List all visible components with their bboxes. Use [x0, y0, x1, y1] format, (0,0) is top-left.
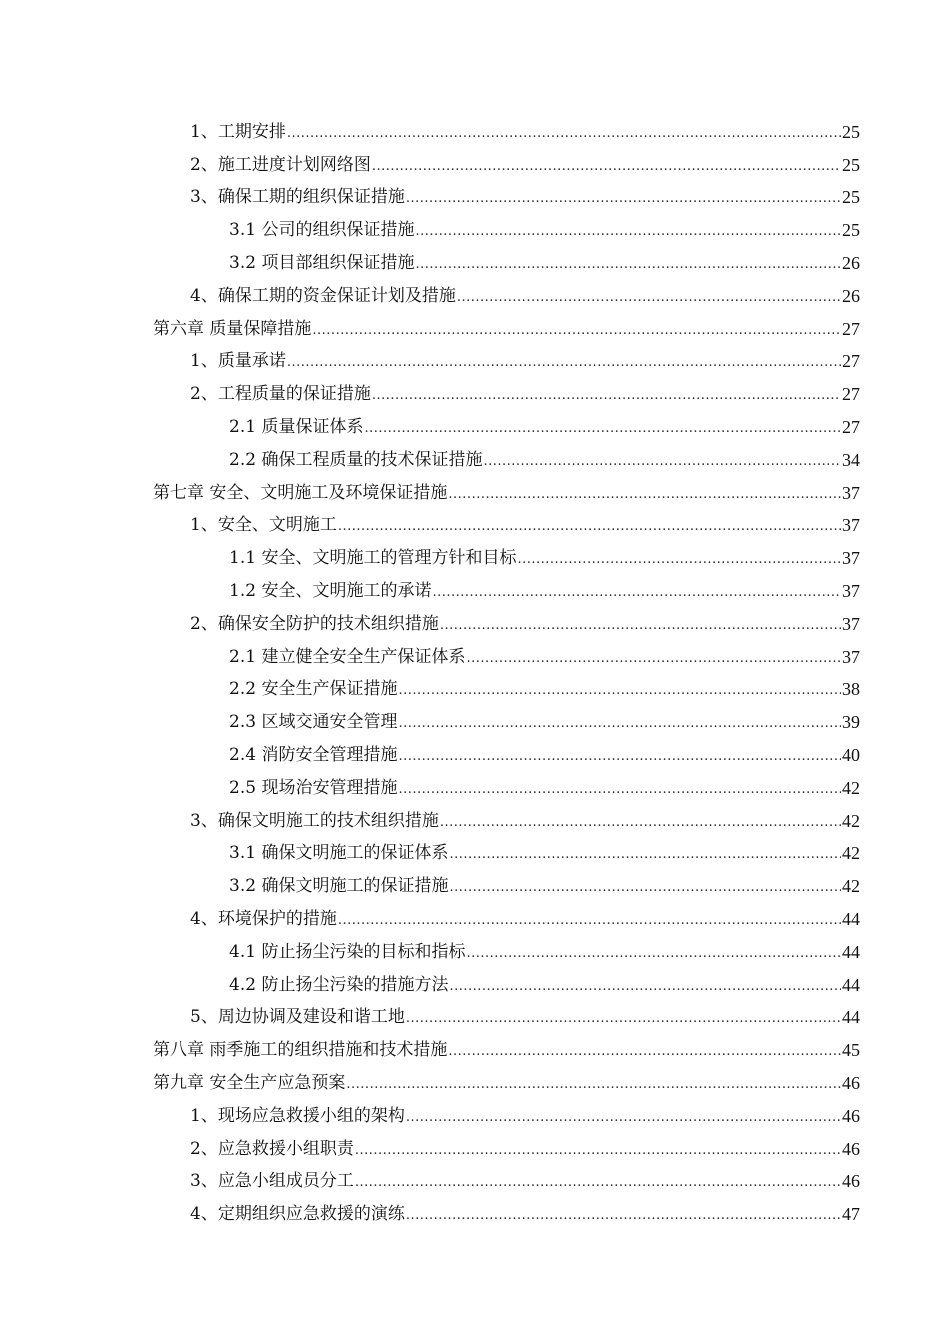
toc-entry[interactable]	[190, 602, 860, 635]
dot-leader	[398, 685, 841, 697]
toc-entry[interactable]	[190, 340, 860, 373]
toc-page-number: 27	[842, 351, 860, 372]
dot-leader	[466, 948, 841, 960]
toc-page-number: 38	[842, 679, 860, 700]
toc-entry-title: 1、现场应急救援小组的架构	[190, 1105, 405, 1126]
toc-page-number: 42	[842, 843, 860, 864]
toc-entry-title: 1、质量承诺	[190, 351, 286, 372]
toc-entry-title: 第七章 安全、文明施工及环境保证措施	[153, 482, 448, 503]
toc-entry-title: 3.1 确保文明施工的保证体系	[229, 843, 449, 864]
toc-entry[interactable]	[190, 504, 860, 537]
toc-entry[interactable]	[153, 471, 860, 504]
toc-page-number: 44	[842, 974, 860, 995]
toc-entry[interactable]	[229, 963, 860, 996]
toc-entry-title: 4、定期组织应急救援的演练	[190, 1204, 405, 1225]
dot-leader	[346, 1079, 841, 1091]
toc-page-number: 25	[842, 220, 860, 241]
toc-entry[interactable]	[229, 733, 860, 766]
toc-entry-title: 2、确保安全防护的技术组织措施	[190, 613, 439, 634]
toc-entry-title: 2.2 确保工程质量的技术保证措施	[229, 449, 483, 470]
dot-leader	[415, 259, 841, 271]
dot-leader	[398, 718, 841, 730]
dot-leader	[449, 882, 841, 894]
toc-page-number: 47	[842, 1204, 860, 1225]
toc-entry[interactable]	[190, 1192, 860, 1225]
toc-entry[interactable]	[229, 438, 860, 471]
toc-page-number: 44	[842, 941, 860, 962]
toc-entry[interactable]	[229, 241, 860, 274]
toc-entry-title: 3、确保工期的组织保证措施	[190, 187, 405, 208]
toc-entry[interactable]	[190, 143, 860, 176]
dot-leader	[338, 521, 841, 533]
toc-entry[interactable]	[229, 766, 860, 799]
dot-leader	[355, 1177, 841, 1189]
toc-entry-title: 第八章 雨季施工的组织措施和技术措施	[153, 1040, 448, 1061]
toc-page-number: 37	[842, 580, 860, 601]
dot-leader	[338, 915, 841, 927]
dot-leader	[448, 1046, 841, 1058]
toc-entry-title: 5、周边协调及建设和谐工地	[190, 1007, 405, 1028]
toc-page-number: 44	[842, 908, 860, 929]
toc-page-number: 26	[842, 252, 860, 273]
toc-page-number: 45	[842, 1040, 860, 1061]
toc-page-number: 37	[842, 548, 860, 569]
dot-leader	[312, 325, 841, 337]
toc-entry[interactable]	[190, 996, 860, 1029]
toc-entry[interactable]	[190, 110, 860, 143]
toc-page-number: 37	[842, 482, 860, 503]
toc-entry[interactable]	[190, 176, 860, 209]
dot-leader	[398, 784, 841, 796]
toc-entry-title: 2.1 建立健全安全生产保证体系	[229, 646, 466, 667]
toc-entry[interactable]	[190, 1127, 860, 1160]
dot-leader	[406, 1112, 841, 1124]
dot-leader	[457, 292, 841, 304]
toc-page-number: 37	[842, 646, 860, 667]
toc-entry-title: 2.3 区域交通安全管理	[229, 712, 398, 733]
toc-entry-title: 2.5 现场治安管理措施	[229, 777, 398, 798]
toc-entry-title: 3.1 公司的组织保证措施	[229, 220, 415, 241]
toc-entry[interactable]	[190, 1094, 860, 1127]
dot-leader	[449, 981, 841, 993]
toc-entry[interactable]	[153, 1061, 860, 1094]
toc-entry[interactable]	[190, 274, 860, 307]
toc-entry[interactable]	[229, 930, 860, 963]
dot-leader	[466, 653, 841, 665]
toc-entry-title: 4、环境保护的措施	[190, 908, 337, 929]
dot-leader	[415, 226, 841, 238]
toc-page-number: 46	[842, 1072, 860, 1093]
toc-entry[interactable]	[153, 307, 860, 340]
toc-entry-title: 3.2 项目部组织保证措施	[229, 252, 415, 273]
dot-leader	[517, 554, 841, 566]
dot-leader	[440, 817, 841, 829]
dot-leader	[406, 193, 841, 205]
toc-page-number: 42	[842, 777, 860, 798]
toc-entry-title: 3、应急小组成员分工	[190, 1171, 354, 1192]
toc-entry-title: 4.1 防止扬尘污染的目标和指标	[229, 941, 466, 962]
toc-page-number: 40	[842, 744, 860, 765]
toc-entry-title: 2、应急救援小组职责	[190, 1138, 354, 1159]
toc-entry-title: 第九章 安全生产应急预案	[153, 1072, 346, 1093]
toc-entry[interactable]	[229, 536, 860, 569]
toc-page-number: 46	[842, 1171, 860, 1192]
dot-leader	[287, 357, 841, 369]
toc-entry[interactable]	[229, 405, 860, 438]
toc-entry[interactable]	[229, 668, 860, 701]
dot-leader	[355, 1145, 841, 1157]
toc-page-number: 42	[842, 876, 860, 897]
toc-page-number: 42	[842, 810, 860, 831]
toc-entry-title: 3.2 确保文明施工的保证措施	[229, 876, 449, 897]
toc-entry-title: 1、安全、文明施工	[190, 515, 337, 536]
toc-page-number: 37	[842, 613, 860, 634]
toc-entry-title: 4.2 防止扬尘污染的措施方法	[229, 974, 449, 995]
dot-leader	[406, 1013, 841, 1025]
toc-page-number: 34	[842, 449, 860, 470]
toc-entry-title: 3、确保文明施工的技术组织措施	[190, 810, 439, 831]
toc-entry-title: 第六章 质量保障措施	[153, 318, 312, 339]
dot-leader	[483, 456, 841, 468]
toc-page-number: 25	[842, 154, 860, 175]
toc-page-number: 39	[842, 712, 860, 733]
toc-page-number: 46	[842, 1105, 860, 1126]
dot-leader	[440, 620, 841, 632]
dot-leader	[372, 161, 841, 173]
toc-page-number: 37	[842, 515, 860, 536]
toc-entry-title: 4、确保工期的资金保证计划及措施	[190, 285, 456, 306]
toc-page-number: 27	[842, 416, 860, 437]
dot-leader	[398, 751, 841, 763]
toc-entry[interactable]	[153, 1028, 860, 1061]
dot-leader	[372, 390, 841, 402]
toc-entry-title: 2.4 消防安全管理措施	[229, 744, 398, 765]
toc-entry[interactable]	[190, 799, 860, 832]
toc-page-number: 44	[842, 1007, 860, 1028]
toc-entry-title: 2.1 质量保证体系	[229, 416, 364, 437]
dot-leader	[287, 128, 841, 140]
toc-entry[interactable]	[229, 635, 860, 668]
toc-entry[interactable]	[229, 208, 860, 241]
toc-entry-title: 2、施工进度计划网络图	[190, 154, 371, 175]
toc-entry[interactable]	[229, 569, 860, 602]
dot-leader	[448, 489, 841, 501]
toc-page-number: 46	[842, 1138, 860, 1159]
toc-entry[interactable]	[229, 700, 860, 733]
toc-page-number: 25	[842, 187, 860, 208]
toc-page-number: 26	[842, 285, 860, 306]
toc-entry[interactable]	[190, 897, 860, 930]
toc-page-number: 27	[842, 384, 860, 405]
dot-leader	[432, 587, 841, 599]
dot-leader	[364, 423, 841, 435]
toc-entry[interactable]	[190, 1160, 860, 1193]
toc-entry-title: 1.1 安全、文明施工的管理方针和目标	[229, 548, 517, 569]
dot-leader	[449, 849, 841, 861]
toc-entry-title: 1.2 安全、文明施工的承诺	[229, 580, 432, 601]
dot-leader	[406, 1210, 841, 1222]
table-of-contents	[0, 110, 950, 1225]
toc-entry-title: 2、工程质量的保证措施	[190, 384, 371, 405]
toc-entry[interactable]	[229, 832, 860, 865]
toc-entry[interactable]	[229, 864, 860, 897]
toc-page-number: 25	[842, 121, 860, 142]
toc-entry-title: 1、工期安排	[190, 121, 286, 142]
toc-entry-title: 2.2 安全生产保证措施	[229, 679, 398, 700]
toc-entry[interactable]	[190, 372, 860, 405]
toc-page-number: 27	[842, 318, 860, 339]
